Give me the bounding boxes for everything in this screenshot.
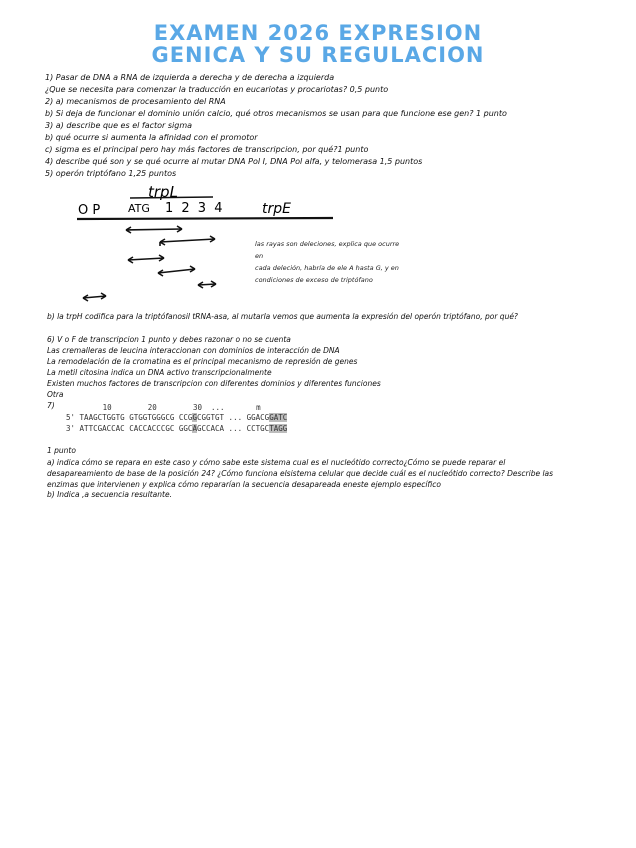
deletion-arrow bbox=[160, 239, 215, 242]
diagram-label-trpl: trpL bbox=[148, 183, 178, 201]
question-line: 3) a) describe que es el factor sigma bbox=[45, 121, 193, 130]
question-line: 5) operón triptófano 1,25 puntos bbox=[45, 169, 177, 178]
question-line: La remodelación de la cromatina es el principal mecanismo de represión de genes bbox=[47, 357, 358, 366]
strand-label: 3' bbox=[66, 424, 76, 433]
diagram-note-line: las rayas son deleciones, explica que ocurre en bbox=[255, 240, 400, 260]
question-line: b) Indica ,a secuencia resultante. bbox=[47, 490, 172, 499]
sequence-ruler: 10 20 30 ... m bbox=[62, 403, 261, 412]
question-line: 4) describe qué son y se qué ocurre al mutar DNA Pol I, DNA Pol alfa, y telomerasa 1,5 puntos bbox=[45, 157, 423, 166]
diagram-note bbox=[255, 238, 405, 286]
trpl-overline bbox=[130, 197, 213, 198]
question-line: La metil citosina indica un DNA activo transcripcionalmente bbox=[47, 368, 272, 377]
diagram-label-trpe: trpE bbox=[262, 201, 291, 217]
strand-bases: GCCACA ... CCTGC bbox=[196, 424, 270, 433]
strand-bases: TAAGCTGGTG GTGGTGGGCG CCG bbox=[79, 413, 193, 422]
strand-label: 5' bbox=[66, 413, 76, 422]
diagram-note-line: cada deleción, habría de ele A hasta G, y en bbox=[255, 264, 399, 272]
dna-baseline bbox=[77, 218, 333, 219]
deletion-arrow bbox=[128, 258, 164, 260]
diagram-label-numbers: 1 2 3 4 bbox=[165, 201, 225, 216]
question-line: b) Si deja de funcionar el dominio unión calcio, qué otros mecanismos se usan para que funcione ese gen? 1 punto bbox=[45, 109, 507, 118]
gatc-site: GATC bbox=[269, 413, 288, 422]
sequence-strand-5 bbox=[66, 413, 287, 423]
exam-title-line-2: GENICA Y SU REGULACION bbox=[151, 43, 485, 67]
question-paragraph: a) indica cómo se repara en este caso y cómo sabe este sistema cual es el nucleótido correcto¿Cómo se puede reparar el desapareamiento de base de la posición 24? ¿Cómo funciona elsistema celular que decide cuál es el nucleótido correcto? Describe las enzimas que intervienen y explica cómo repararían la secuencia desapareada eneste ejemplo específico bbox=[47, 458, 554, 489]
question-line: b) la trpH codifica para la triptófanosil tRNA-asa, al mutarla vemos que aumenta la expresión del operón triptófano, por qué? bbox=[47, 312, 518, 321]
diagram-label-op: O P bbox=[78, 203, 101, 218]
question-line: c) sigma es el principal pero hay más factores de transcripcion, por qué?1 punto bbox=[45, 145, 369, 154]
question-line: 1 punto bbox=[47, 446, 76, 455]
mismatch-base: A bbox=[192, 424, 197, 433]
mismatch-base: G bbox=[192, 413, 197, 422]
diagram-note-line: condiciones de exceso de triptófano bbox=[255, 276, 373, 284]
question-line: 1) Pasar de DNA a RNA de izquierda a derecha y de derecha a izquierda bbox=[45, 73, 335, 82]
sequence-strand-3 bbox=[66, 424, 287, 434]
question-line: Las cremalleras de leucina interaccionan con dominios de interacción de DNA bbox=[47, 346, 340, 355]
deletion-arrow bbox=[126, 229, 182, 230]
strand-bases: ATTCGACCAC CACCACCCGC GGC bbox=[79, 424, 193, 433]
question-line: ¿Que se necesita para comenzar la traducción en eucariotas y procariotas? 0,5 punto bbox=[45, 85, 389, 94]
deletion-arrow bbox=[158, 269, 195, 273]
question-line: 6) V o F de transcripcion 1 punto y debes razonar o no se cuenta bbox=[47, 335, 291, 344]
question-line: b) qué ocurre si aumenta la afinidad con el promotor bbox=[45, 133, 258, 142]
diagram-label-atg: ATG bbox=[128, 202, 150, 215]
deletion-arrows bbox=[83, 226, 216, 301]
question-line: Otra bbox=[47, 390, 64, 399]
question-line: Existen muchos factores de transcripcion con diferentes dominios y diferentes funciones bbox=[47, 379, 381, 388]
question-line: 2) a) mecanismos de procesamiento del RNA bbox=[45, 97, 226, 106]
question-line: 7) bbox=[47, 401, 55, 410]
exam-title-line-1: EXAMEN 2026 EXPRESION bbox=[153, 21, 483, 45]
strand-bases: CGGTGT ... GGACG bbox=[196, 413, 270, 422]
gatc-site: TAGG bbox=[269, 424, 288, 433]
